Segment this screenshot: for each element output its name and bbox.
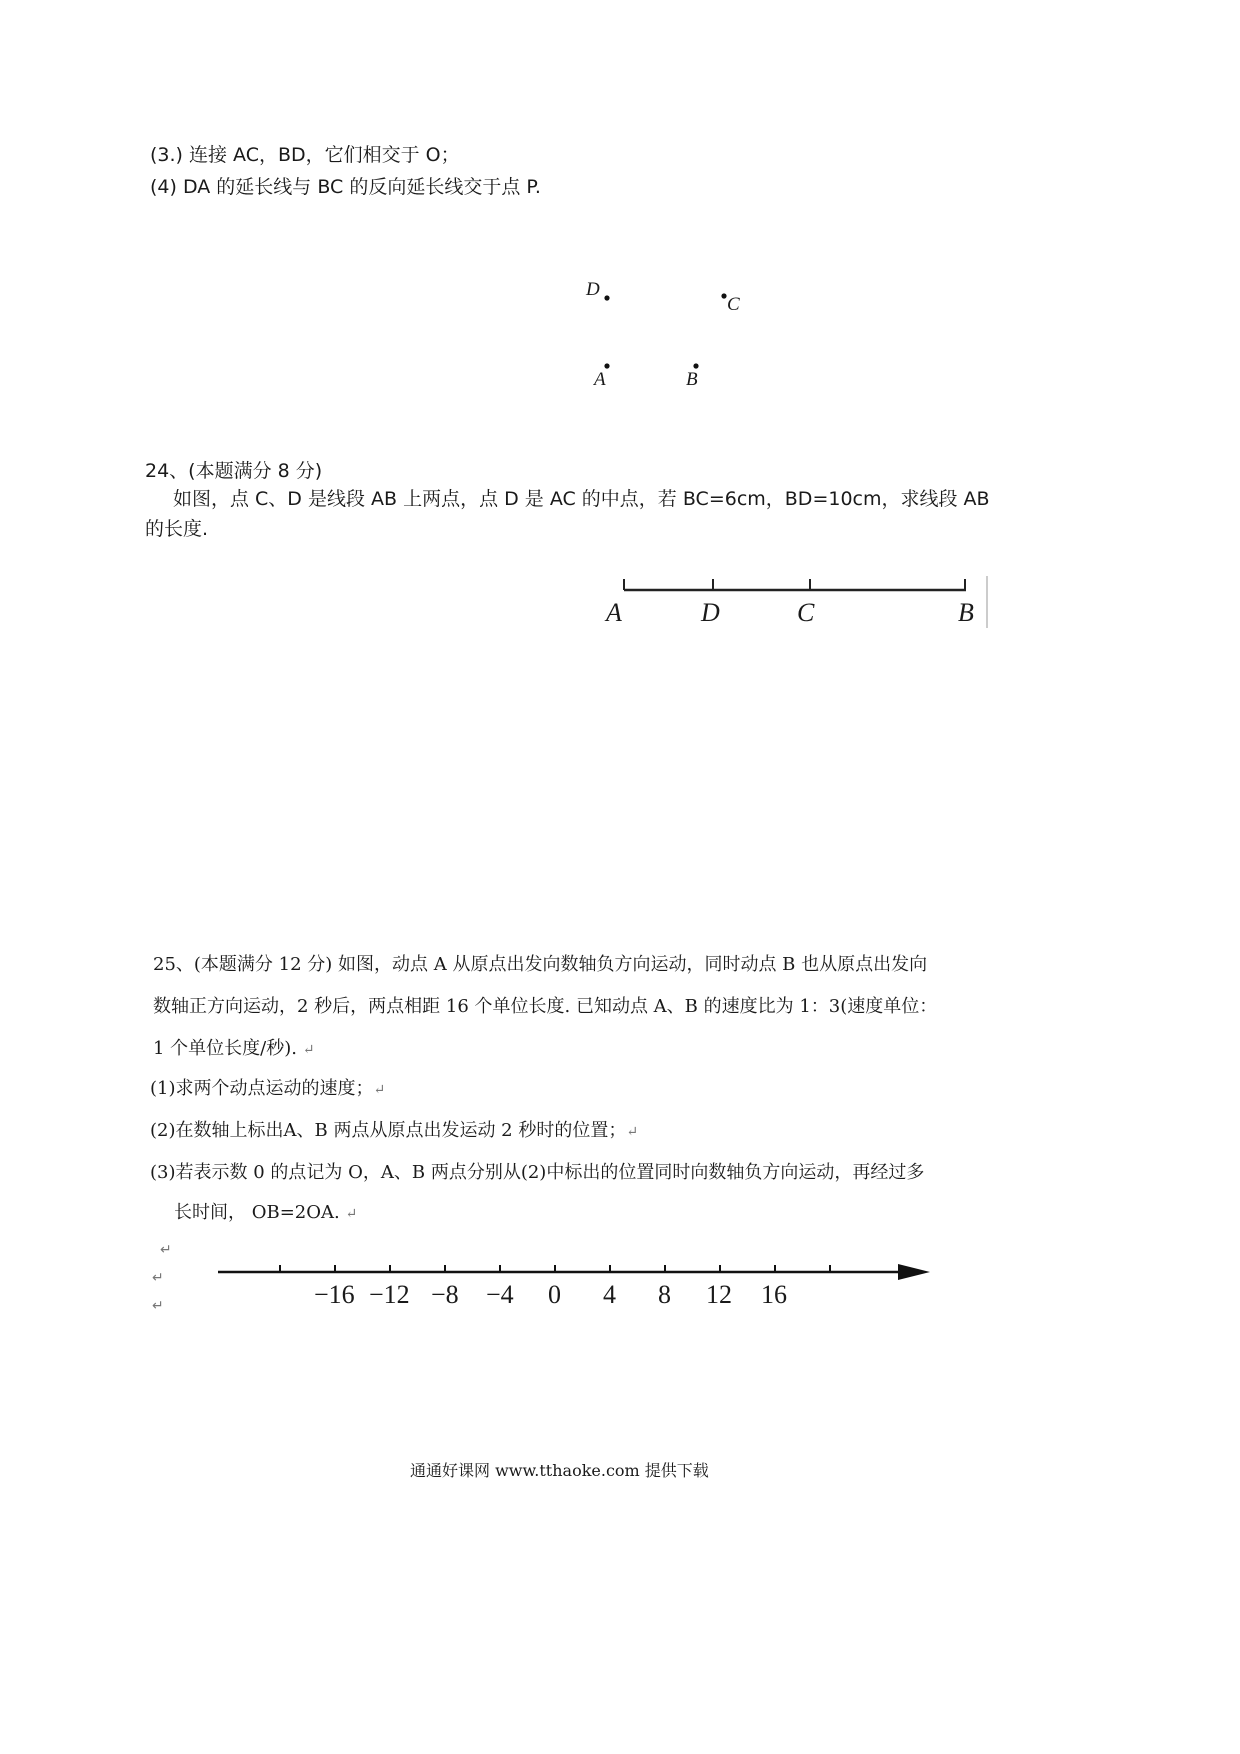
q24-body-line-2: 的长度. bbox=[145, 518, 209, 540]
q25-line-3: 1 个单位长度/秒). ↵ bbox=[153, 1038, 315, 1059]
number-line-arrow-icon bbox=[898, 1264, 930, 1280]
point-c-label: C bbox=[727, 294, 740, 315]
q23-step-4: (4) DA 的延长线与 BC 的反向延长线交于点 P. bbox=[150, 176, 541, 198]
segment-label-c: C bbox=[797, 598, 815, 627]
segment-label-a: A bbox=[606, 598, 622, 627]
q24-header: 24、(本题满分 8 分) bbox=[145, 460, 323, 482]
number-line-tick-label: 8 bbox=[658, 1280, 671, 1309]
point-b-label: B bbox=[686, 369, 698, 390]
return-mark: ↵ bbox=[152, 1298, 164, 1314]
number-line-tick-label: 12 bbox=[706, 1280, 732, 1309]
q25-line-2: 数轴正方向运动，2 秒后，两点相距 16 个单位长度. 已知动点 A、B 的速度比为 1：3(速度单位： bbox=[153, 996, 938, 1017]
q25-line-1: 25、(本题满分 12 分) 如图，动点 A 从原点出发向数轴负方向运动，同时动点 B 也从原点出发向 bbox=[153, 954, 928, 975]
number-line-tick-label: −16 bbox=[314, 1280, 355, 1309]
return-mark: ↵ bbox=[160, 1242, 172, 1258]
return-mark: ↵ bbox=[152, 1270, 164, 1286]
q23-step-3: (3.) 连接 AC，BD，它们相交于 O； bbox=[150, 144, 460, 166]
segment-label-d: D bbox=[701, 598, 720, 627]
q25-sub-2: (2)在数轴上标出A、B 两点从原点出发运动 2 秒时的位置；↵ bbox=[150, 1120, 639, 1141]
point-a-label: A bbox=[594, 369, 606, 390]
number-line-tick-label: −4 bbox=[486, 1280, 514, 1309]
return-mark: ↵ bbox=[302, 1042, 315, 1058]
segment-label-b: B bbox=[958, 598, 974, 627]
return-mark: ↵ bbox=[626, 1124, 639, 1140]
number-line-tick-label: 0 bbox=[548, 1280, 561, 1309]
return-mark: ↵ bbox=[345, 1206, 358, 1222]
number-line-tick-label: 4 bbox=[603, 1280, 616, 1309]
number-line-tick-label: 16 bbox=[761, 1280, 787, 1309]
number-line-tick-label: −8 bbox=[431, 1280, 459, 1309]
q25-sub-3-line-2: 长时间， OB=2OA. ↵ bbox=[174, 1202, 358, 1223]
q25-sub-3-line-1: (3)若表示数 0 的点记为 O，A、B 两点分别从(2)中标出的位置同时向数轴负方向运动，再经过多 bbox=[150, 1162, 925, 1183]
q24-body-line-1: 如图，点 C、D 是线段 AB 上两点，点 D 是 AC 的中点，若 BC=6cm，BD=10cm，求线段 AB bbox=[173, 488, 990, 510]
q25-sub-1: (1)求两个动点运动的速度；↵ bbox=[150, 1078, 386, 1099]
number-line-tick-label: −12 bbox=[369, 1280, 410, 1309]
return-mark: ↵ bbox=[373, 1082, 386, 1098]
point-d-label: D bbox=[586, 279, 600, 300]
page-footer: 通通好课网 www.tthaoke.com 提供下载 bbox=[410, 1461, 709, 1480]
